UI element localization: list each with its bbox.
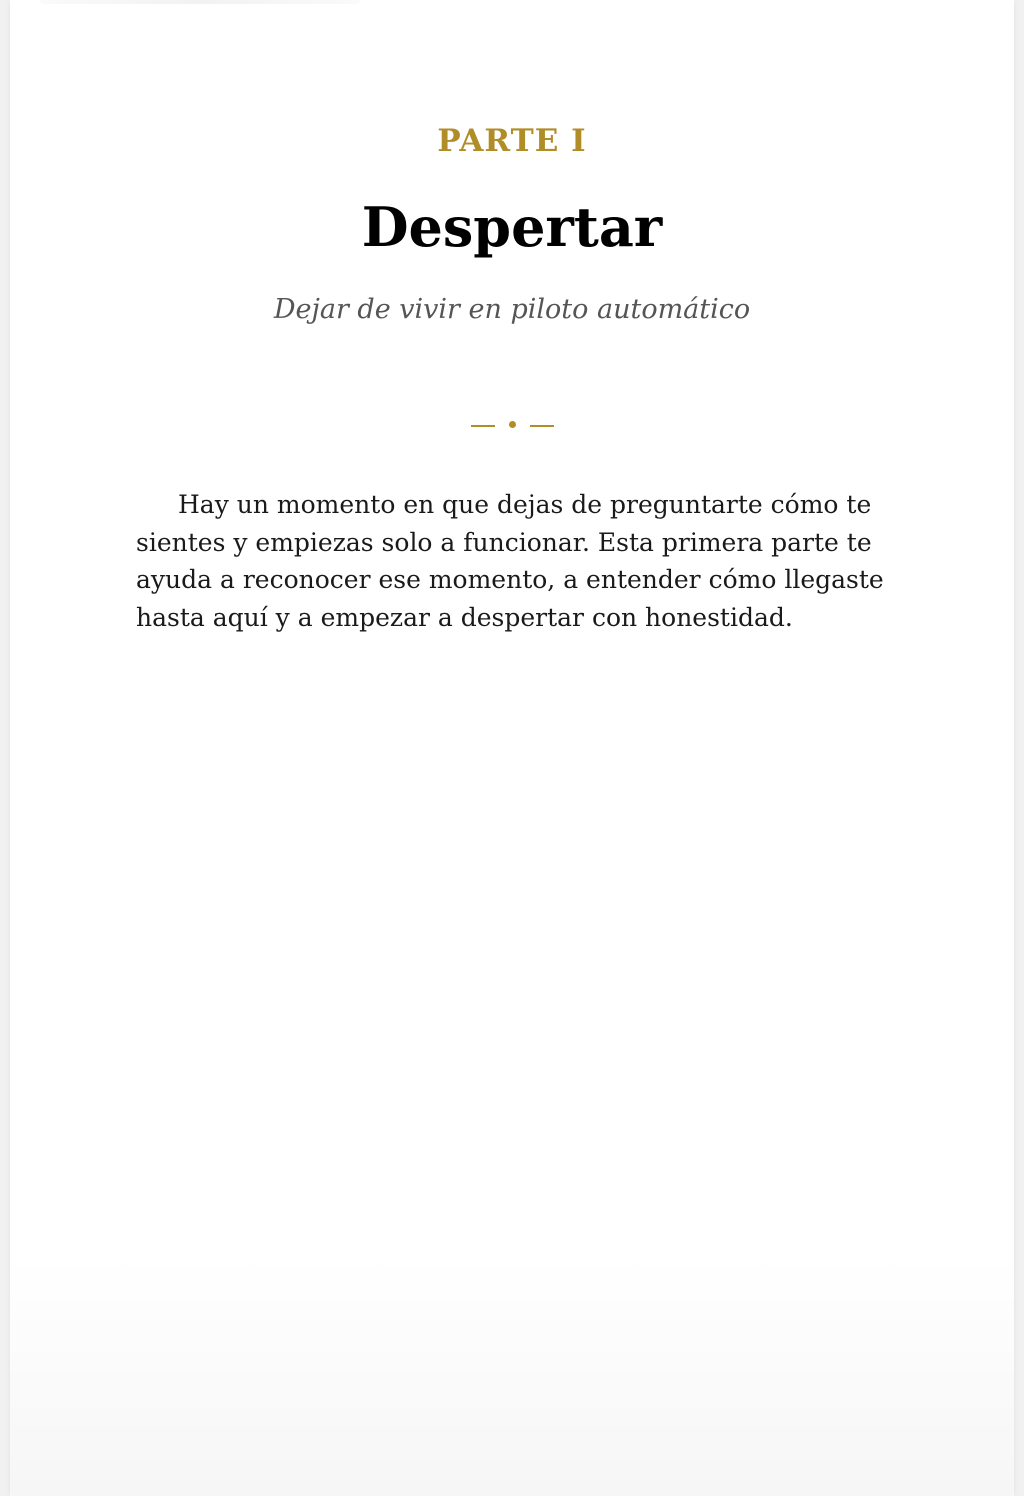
divider-dash-right [530, 425, 554, 427]
page-bottom-fade [10, 1256, 1014, 1496]
divider-dash-left [471, 425, 495, 427]
book-page [10, 0, 1014, 1496]
divider-dot [509, 421, 516, 428]
part-title: Despertar [361, 195, 663, 259]
dash-dot-dash-divider-icon [10, 412, 1014, 436]
part-subtitle: Dejar de vivir en piloto automático [273, 294, 751, 325]
intro-paragraph: Hay un momento en que dejas de preguntarte cómo te sientes y empiezas solo a funcionar. Esta primera parte te ayuda a reconocer ese momento, a entender cómo llegaste hasta aquí y a empezar a despertar con honestidad. [136, 490, 884, 632]
part-label: PARTE I [437, 123, 587, 159]
page-top-edge [40, 0, 360, 4]
